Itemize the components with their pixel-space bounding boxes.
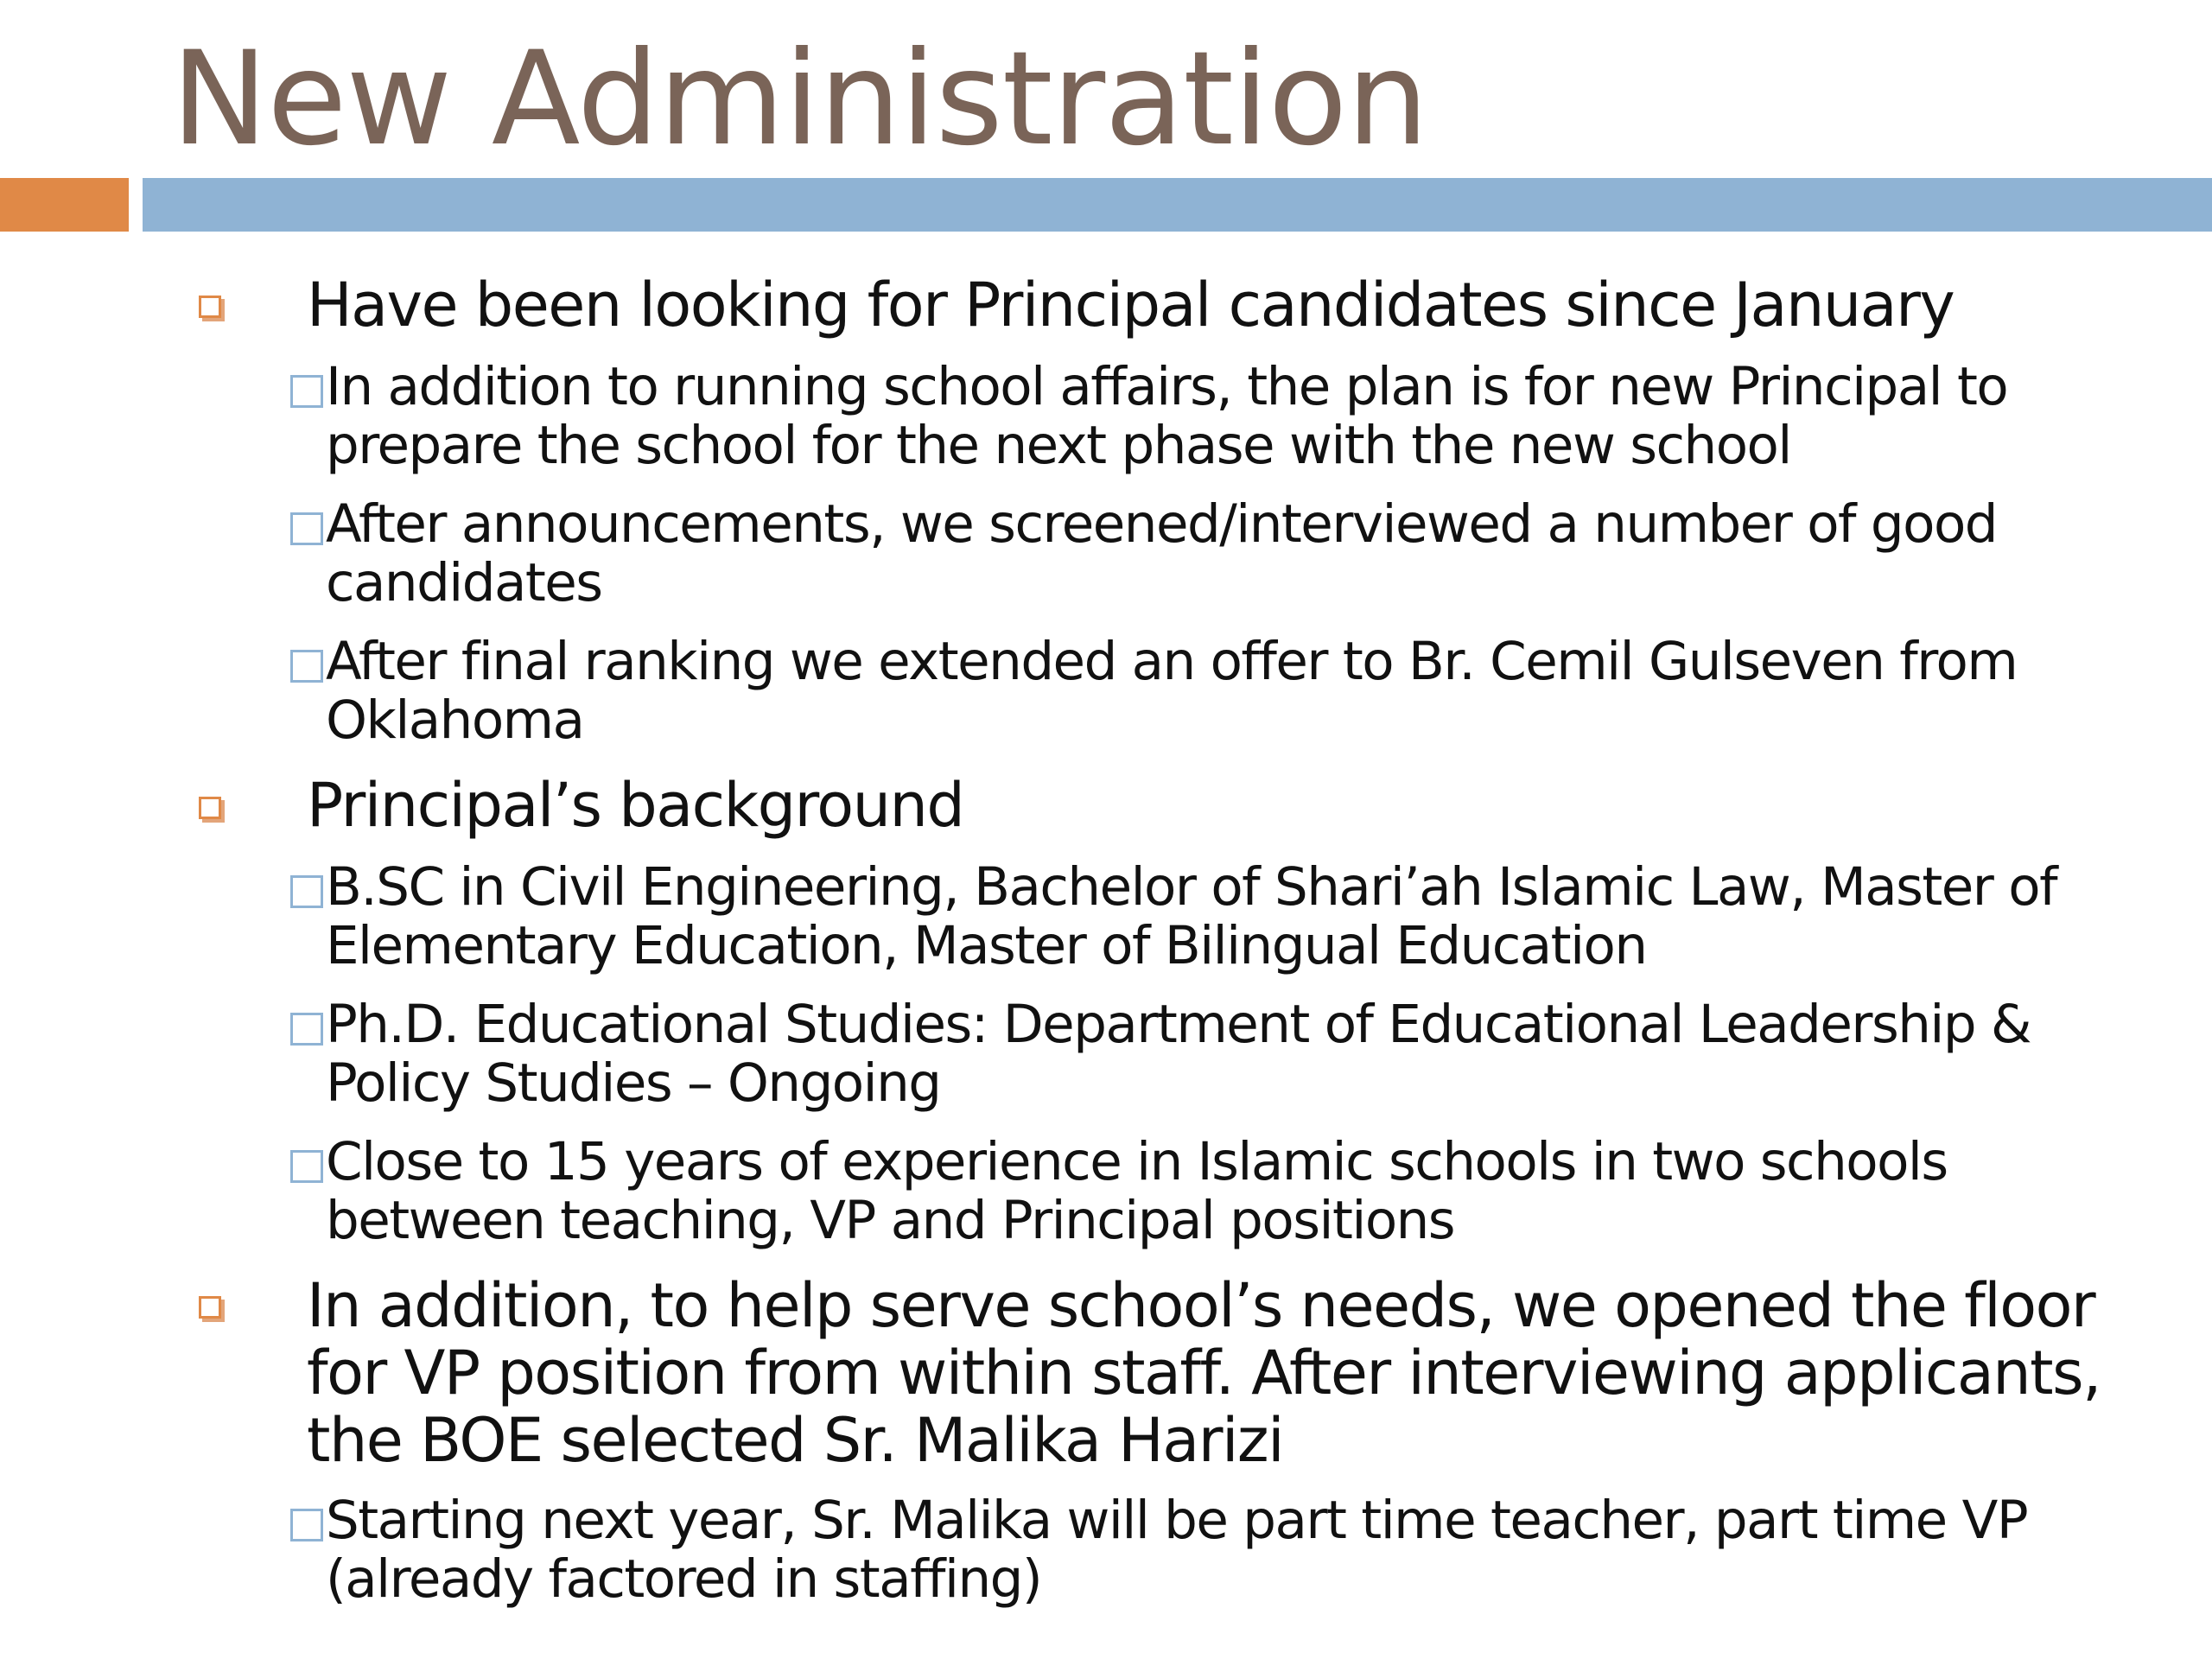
sub-bullet-text: After final ranking we extended an offer to Br. Cemil Gulseven from Oklahoma [326,631,2018,751]
blue-square-bullet-icon [290,512,323,545]
slide-title: New Administration [171,24,1428,175]
orange-square-bullet-icon [199,1296,221,1319]
sub-bullet-text: B.SC in Civil Engineering, Bachelor of Shari’ah Islamic Law, Master of Elementary Education, Master of Bilingual Education [326,856,2057,976]
sub-bullet-text: Starting next year, Sr. Malika will be part time teacher, part time VP (already factored in staffing) [326,1490,2028,1610]
sub-bullet-text: In addition to running school affairs, the plan is for new Principal to prepare the school for the next phase with the new school [326,356,2008,476]
blue-square-bullet-icon [290,650,323,683]
bullet-text: Principal’s background [307,770,964,841]
blue-square-bullet-icon [290,1150,323,1183]
sub-bullet-text: Close to 15 years of experience in Islamic schools in two schools between teaching, VP and Principal positions [326,1131,1948,1251]
sub-bullet-text: Ph.D. Educational Studies: Department of Educational Leadership & Policy Studies – Ongoing [326,994,2031,1114]
orange-square-bullet-icon [199,797,221,819]
blue-square-bullet-icon [290,1013,323,1046]
orange-square-bullet-icon [199,296,221,318]
blue-square-bullet-icon [290,875,323,908]
bullet-text: In addition, to help serve school’s needs, we opened the floor for VP position from within staff. After interviewing applicants, the BOE selected Sr. Malika Harizi [307,1270,2101,1476]
blue-square-bullet-icon [290,1509,323,1541]
blue-square-bullet-icon [290,375,323,408]
sub-bullet-text: After announcements, we screened/interviewed a number of good candidates [326,493,1998,613]
bullet-text: Have been looking for Principal candidates since January [307,270,1955,340]
